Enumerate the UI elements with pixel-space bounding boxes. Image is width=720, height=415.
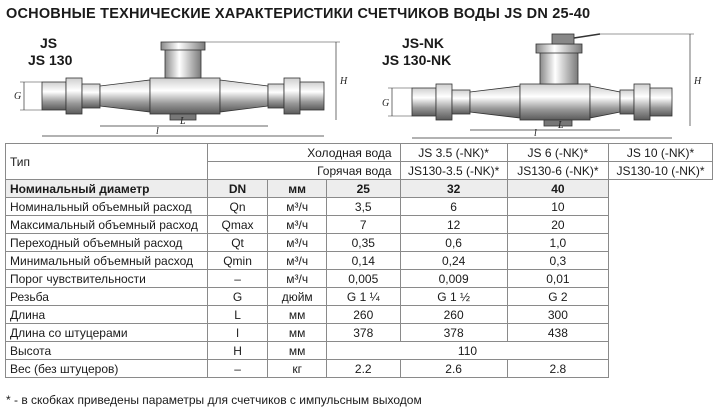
row-symbol: Qt [207, 234, 268, 252]
row-unit: дюйм [268, 288, 326, 306]
row-unit: м³/ч [268, 270, 326, 288]
row-value-3: 10 [507, 198, 608, 216]
row-value-3: 1,0 [507, 234, 608, 252]
row-value-3: 0,01 [507, 270, 608, 288]
hot-model-2: JS130-6 (-NK)* [507, 162, 608, 180]
hot-model-1: JS130-3.5 (-NK)* [400, 162, 507, 180]
row-value-3: 0,3 [507, 252, 608, 270]
table-row [6, 306, 713, 324]
table-row [6, 324, 713, 342]
row-value-3: 40 [507, 180, 608, 198]
row-value-2: 2.6 [400, 360, 507, 378]
row-name: Вес (без штуцеров) [6, 360, 208, 378]
dim-g-right: G [382, 98, 390, 109]
type-label: Тип [6, 144, 208, 180]
row-value-2: 0,24 [400, 252, 507, 270]
row-symbol: H [207, 342, 268, 360]
hot-model-3: JS130-10 (-NK)* [609, 162, 713, 180]
row-unit: мм [268, 180, 326, 198]
dim-L-left: L [180, 116, 186, 127]
row-name: Номинальный объемный расход [6, 198, 208, 216]
dim-H-right: H [694, 76, 702, 87]
row-value-1: 2.2 [326, 360, 400, 378]
row-symbol: Qmax [207, 216, 268, 234]
row-value-2: 378 [400, 324, 507, 342]
table-row [6, 180, 713, 198]
dim-g-left: G [14, 91, 22, 102]
right-meter-drawing [382, 34, 702, 139]
row-symbol: G [207, 288, 268, 306]
row-value-3: 2.8 [507, 360, 608, 378]
table-row [6, 252, 713, 270]
row-value-1: 25 [326, 180, 400, 198]
technical-drawings [0, 28, 720, 140]
cold-water-label: Холодная вода [207, 144, 400, 162]
meter-diagrams [0, 28, 720, 140]
table-header-cold [6, 144, 713, 162]
right-model-line2: JS 130-NK [382, 52, 452, 68]
row-value-3: 438 [507, 324, 608, 342]
right-model-line1: JS-NK [402, 35, 445, 51]
table-row [6, 270, 713, 288]
table-row [6, 288, 713, 306]
row-value-3: 300 [507, 306, 608, 324]
row-value-2: 6 [400, 198, 507, 216]
row-unit: мм [268, 324, 326, 342]
row-symbol: l [207, 324, 268, 342]
row-name: Порог чувствительности [6, 270, 208, 288]
hot-water-label: Горячая вода [207, 162, 400, 180]
row-name: Высота [6, 342, 208, 360]
table-row [6, 360, 713, 378]
row-name: Максимальный объемный расход [6, 216, 208, 234]
dim-l-right: l [534, 128, 537, 139]
row-symbol: – [207, 360, 268, 378]
cold-model-3: JS 10 (-NK)* [609, 144, 713, 162]
row-name: Минимальный объемный расход [6, 252, 208, 270]
row-name: Номинальный диаметр [6, 180, 208, 198]
specifications-table [5, 143, 713, 378]
row-symbol: L [207, 306, 268, 324]
cold-model-1: JS 3.5 (-NK)* [400, 144, 507, 162]
row-name: Длина со штуцерами [6, 324, 208, 342]
row-unit: кг [268, 360, 326, 378]
row-symbol: Qn [207, 198, 268, 216]
row-value-2: 32 [400, 180, 507, 198]
row-unit: м³/ч [268, 216, 326, 234]
row-value-3: G 2 [507, 288, 608, 306]
dim-L-right: L [558, 120, 564, 131]
row-unit: м³/ч [268, 234, 326, 252]
row-unit: мм [268, 342, 326, 360]
row-value-2: 260 [400, 306, 507, 324]
row-unit: м³/ч [268, 252, 326, 270]
row-value-3: 20 [507, 216, 608, 234]
table-row [6, 234, 713, 252]
row-value-2: 12 [400, 216, 507, 234]
left-model-line1: JS [40, 35, 58, 51]
row-value-1: 3,5 [326, 198, 400, 216]
row-value-2: 0,009 [400, 270, 507, 288]
footnote: * - в скобках приведены параметры для счетчиков с импульсным выходом [6, 393, 422, 407]
row-unit: м³/ч [268, 198, 326, 216]
row-value-1: 378 [326, 324, 400, 342]
page-title: ОСНОВНЫЕ ТЕХНИЧЕСКИЕ ХАРАКТЕРИСТИКИ СЧЕТЧИКОВ ВОДЫ JS DN 25-40 [6, 6, 591, 22]
row-name: Резьба [6, 288, 208, 306]
row-value-1: 0,14 [326, 252, 400, 270]
table-row [6, 342, 713, 360]
row-value-merged: 110 [326, 342, 608, 360]
row-value-2: G 1 ½ [400, 288, 507, 306]
dim-H-left: H [340, 76, 348, 87]
row-value-1: 0,005 [326, 270, 400, 288]
row-name: Переходный объемный расход [6, 234, 208, 252]
row-value-2: 0,6 [400, 234, 507, 252]
row-symbol: – [207, 270, 268, 288]
dim-l-left: l [156, 126, 159, 137]
left-meter-drawing [14, 42, 348, 137]
left-model-line2: JS 130 [28, 52, 73, 68]
table-row [6, 216, 713, 234]
row-value-1: 7 [326, 216, 400, 234]
row-value-1: 260 [326, 306, 400, 324]
row-unit: мм [268, 306, 326, 324]
row-symbol: Qmin [207, 252, 268, 270]
row-symbol: DN [207, 180, 268, 198]
table-row [6, 198, 713, 216]
row-value-1: 0,35 [326, 234, 400, 252]
row-name: Длина [6, 306, 208, 324]
row-value-1: G 1 ¼ [326, 288, 400, 306]
cold-model-2: JS 6 (-NK)* [507, 144, 608, 162]
